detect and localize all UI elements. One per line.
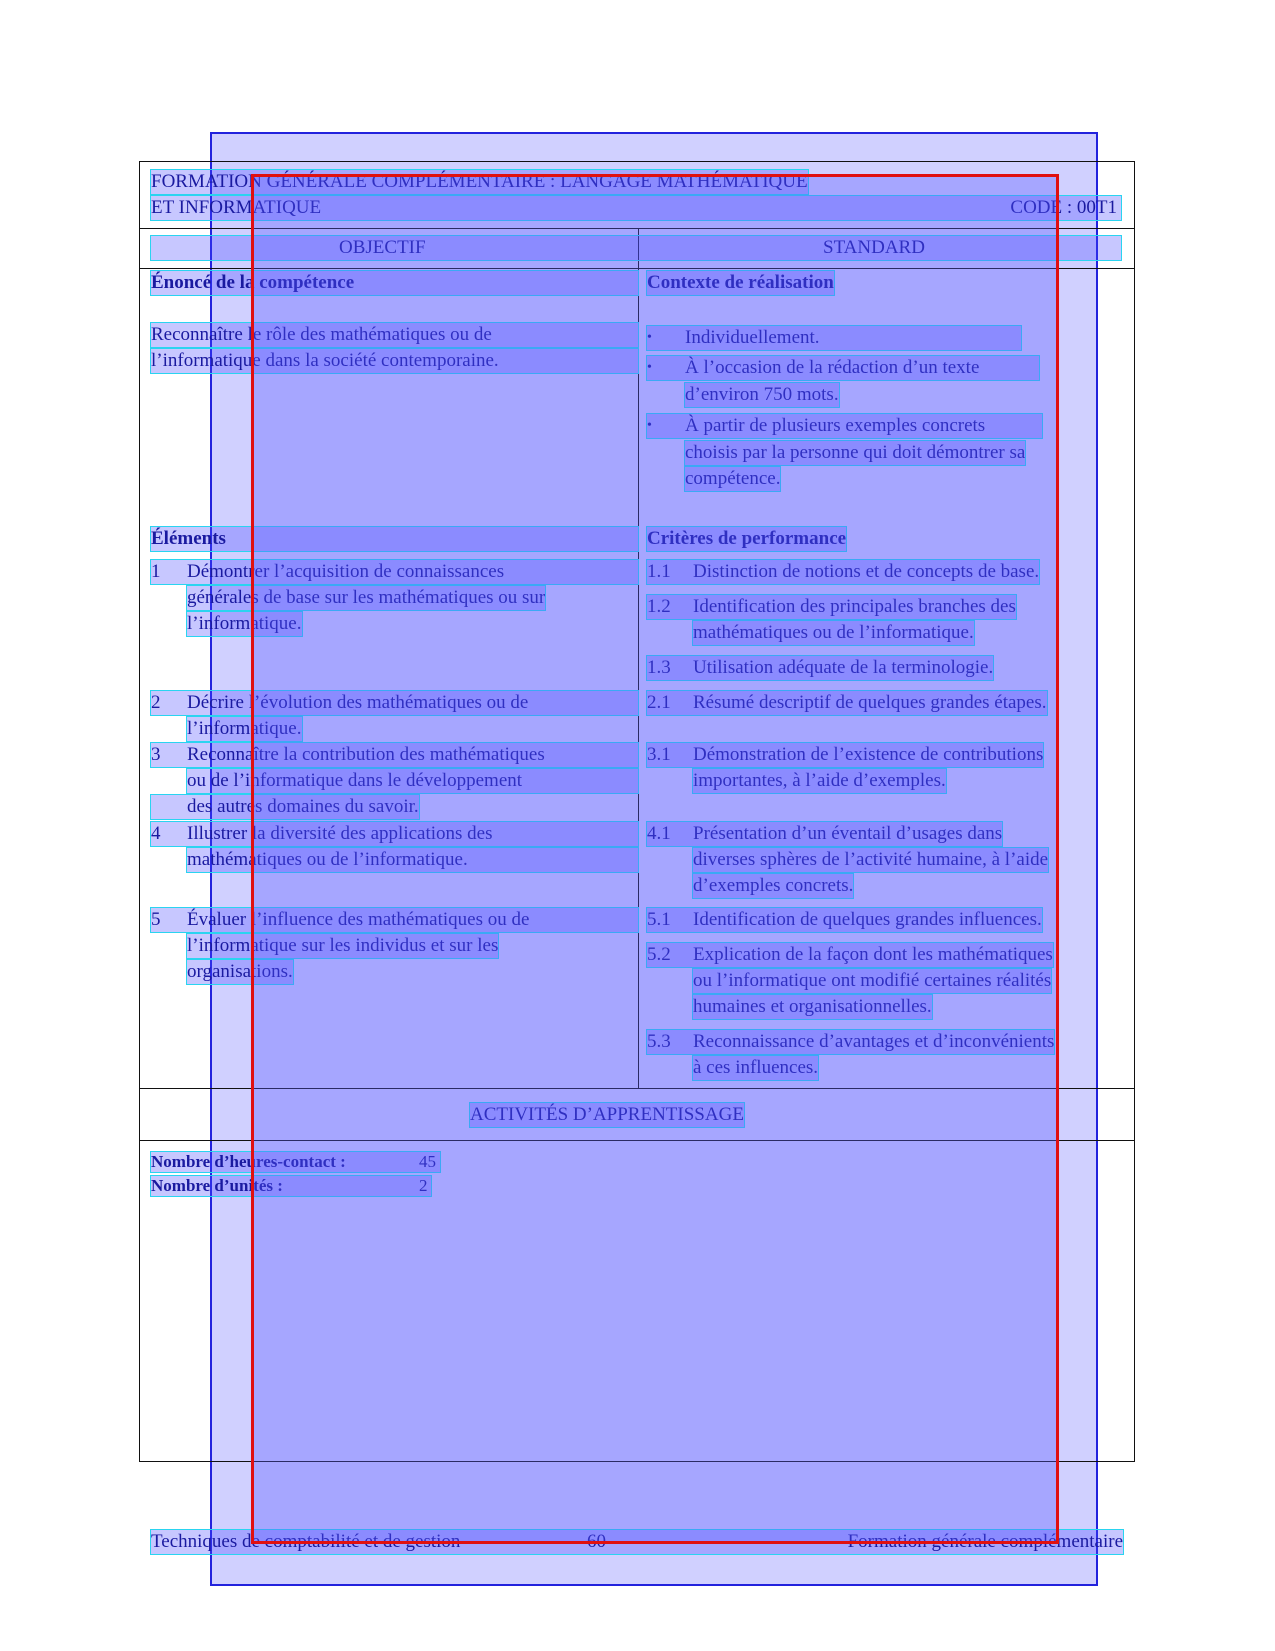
elements-heading: Éléments bbox=[151, 527, 638, 551]
competence-line2: l’informatique dans la société contemporaine. bbox=[151, 349, 638, 373]
critere-text: Résumé descriptif de quelques grandes étapes. bbox=[693, 692, 1047, 713]
annotation-overlay-inner bbox=[251, 174, 1059, 1544]
critere-text: Reconnaissance d’avantages et d’inconvénients bbox=[693, 1031, 1055, 1052]
bullet-icon: • bbox=[647, 360, 652, 375]
critere-text: Identification de quelques grandes influences. bbox=[693, 909, 1042, 930]
competence-heading: Énoncé de la compétence bbox=[151, 271, 638, 295]
bullet-icon: • bbox=[647, 330, 652, 345]
element-number: 4 bbox=[151, 823, 161, 844]
bullet-icon: • bbox=[647, 418, 652, 433]
page-number: 60 bbox=[587, 1531, 606, 1552]
element-text: Reconnaître la contribution des mathématiques bbox=[187, 744, 545, 765]
critere-text: importantes, à l’aide d’exemples. bbox=[693, 770, 946, 791]
critere-text: d’exemples concrets. bbox=[693, 875, 854, 896]
critere-text: mathématiques ou de l’informatique. bbox=[693, 622, 974, 643]
element-text: l’informatique. bbox=[187, 718, 302, 739]
critere-number: 5.3 bbox=[647, 1031, 671, 1052]
contexte-item-text: À partir de plusieurs exemples concrets bbox=[685, 415, 986, 436]
activites-heading: ACTIVITÉS D’APPRENTISSAGE bbox=[470, 1104, 744, 1125]
critere-number: 5.2 bbox=[647, 944, 671, 965]
critere-text: diverses sphères de l’activité humaine, à l’aide bbox=[693, 849, 1049, 870]
critere-text: Utilisation adéquate de la terminologie. bbox=[693, 657, 994, 678]
column-heading-objectif: OBJECTIF bbox=[339, 237, 426, 258]
critere-text: ou l’informatique ont modifié certaines réalités bbox=[693, 970, 1052, 991]
element-number: 2 bbox=[151, 692, 161, 713]
criteres-heading: Critères de performance bbox=[647, 528, 847, 549]
critere-number: 1.1 bbox=[647, 561, 671, 582]
critere-text: Explication de la façon dont les mathématiques bbox=[693, 944, 1053, 965]
critere-number: 1.2 bbox=[647, 596, 671, 617]
footer-left: Techniques de comptabilité et de gestion bbox=[151, 1531, 461, 1552]
contexte-item-text: choisis par la personne qui doit démontrer sa bbox=[685, 442, 1026, 463]
critere-number: 3.1 bbox=[647, 744, 671, 765]
element-text: mathématiques ou de l’informatique. bbox=[187, 848, 638, 872]
critere-number: 5.1 bbox=[647, 909, 671, 930]
contexte-item-text: d’environ 750 mots. bbox=[685, 384, 839, 405]
unites-label: Nombre d’unités : bbox=[151, 1176, 283, 1195]
element-number: 1 bbox=[151, 561, 161, 582]
course-code: CODE : 00T1 bbox=[1010, 197, 1117, 218]
critere-text: Distinction de notions et de concepts de base. bbox=[693, 561, 1040, 582]
critere-number: 2.1 bbox=[647, 692, 671, 713]
critere-text: Identification des principales branches des bbox=[693, 596, 1016, 617]
element-text: Décrire l’évolution des mathématiques ou de bbox=[187, 692, 529, 713]
element-text: organisations. bbox=[187, 961, 293, 982]
contexte-item-text: Individuellement. bbox=[685, 327, 820, 348]
critere-number: 4.1 bbox=[647, 823, 671, 844]
heures-contact-label: Nombre d’heures-contact : bbox=[151, 1152, 346, 1171]
footer-right: Formation générale complémentaire bbox=[847, 1531, 1123, 1552]
element-text: générales de base sur les mathématiques ou sur bbox=[187, 587, 546, 608]
critere-number: 1.3 bbox=[647, 657, 671, 678]
element-text: ou de l’informatique dans le développement bbox=[187, 769, 638, 793]
element-number: 3 bbox=[151, 744, 161, 765]
element-number: 5 bbox=[151, 909, 161, 930]
element-text: Illustrer la diversité des applications des bbox=[187, 823, 493, 844]
critere-text: humaines et organisationnelles. bbox=[693, 996, 932, 1017]
element-text: Évaluer l’influence des mathématiques ou de bbox=[187, 909, 530, 930]
element-text: des autres domaines du savoir. bbox=[151, 795, 419, 819]
element-text: Démontrer l’acquisition de connaissances bbox=[187, 561, 505, 582]
header-title-line1: FORMATION GÉNÉRALE COMPLÉMENTAIRE : LANGAGE MATHÉMATIQUE bbox=[151, 171, 808, 192]
contexte-item-text: À l’occasion de la rédaction d’un texte bbox=[685, 357, 980, 378]
competence-line1: Reconnaître le rôle des mathématiques ou de bbox=[151, 323, 638, 347]
unites-value: 2 bbox=[419, 1176, 428, 1195]
critere-text: Présentation d’un éventail d’usages dans bbox=[693, 823, 1003, 844]
element-text: l’informatique. bbox=[187, 613, 302, 634]
contexte-heading: Contexte de réalisation bbox=[647, 272, 834, 293]
heures-contact-value: 45 bbox=[419, 1152, 436, 1171]
header-title-line2-text: ET INFORMATIQUE bbox=[151, 197, 322, 218]
critere-text: Démonstration de l’existence de contributions bbox=[693, 744, 1044, 765]
element-text: l’informatique sur les individus et sur les bbox=[187, 935, 499, 956]
critere-text: à ces influences. bbox=[693, 1057, 819, 1078]
contexte-item-text: compétence. bbox=[685, 468, 781, 489]
column-heading-standard: STANDARD bbox=[823, 237, 925, 258]
